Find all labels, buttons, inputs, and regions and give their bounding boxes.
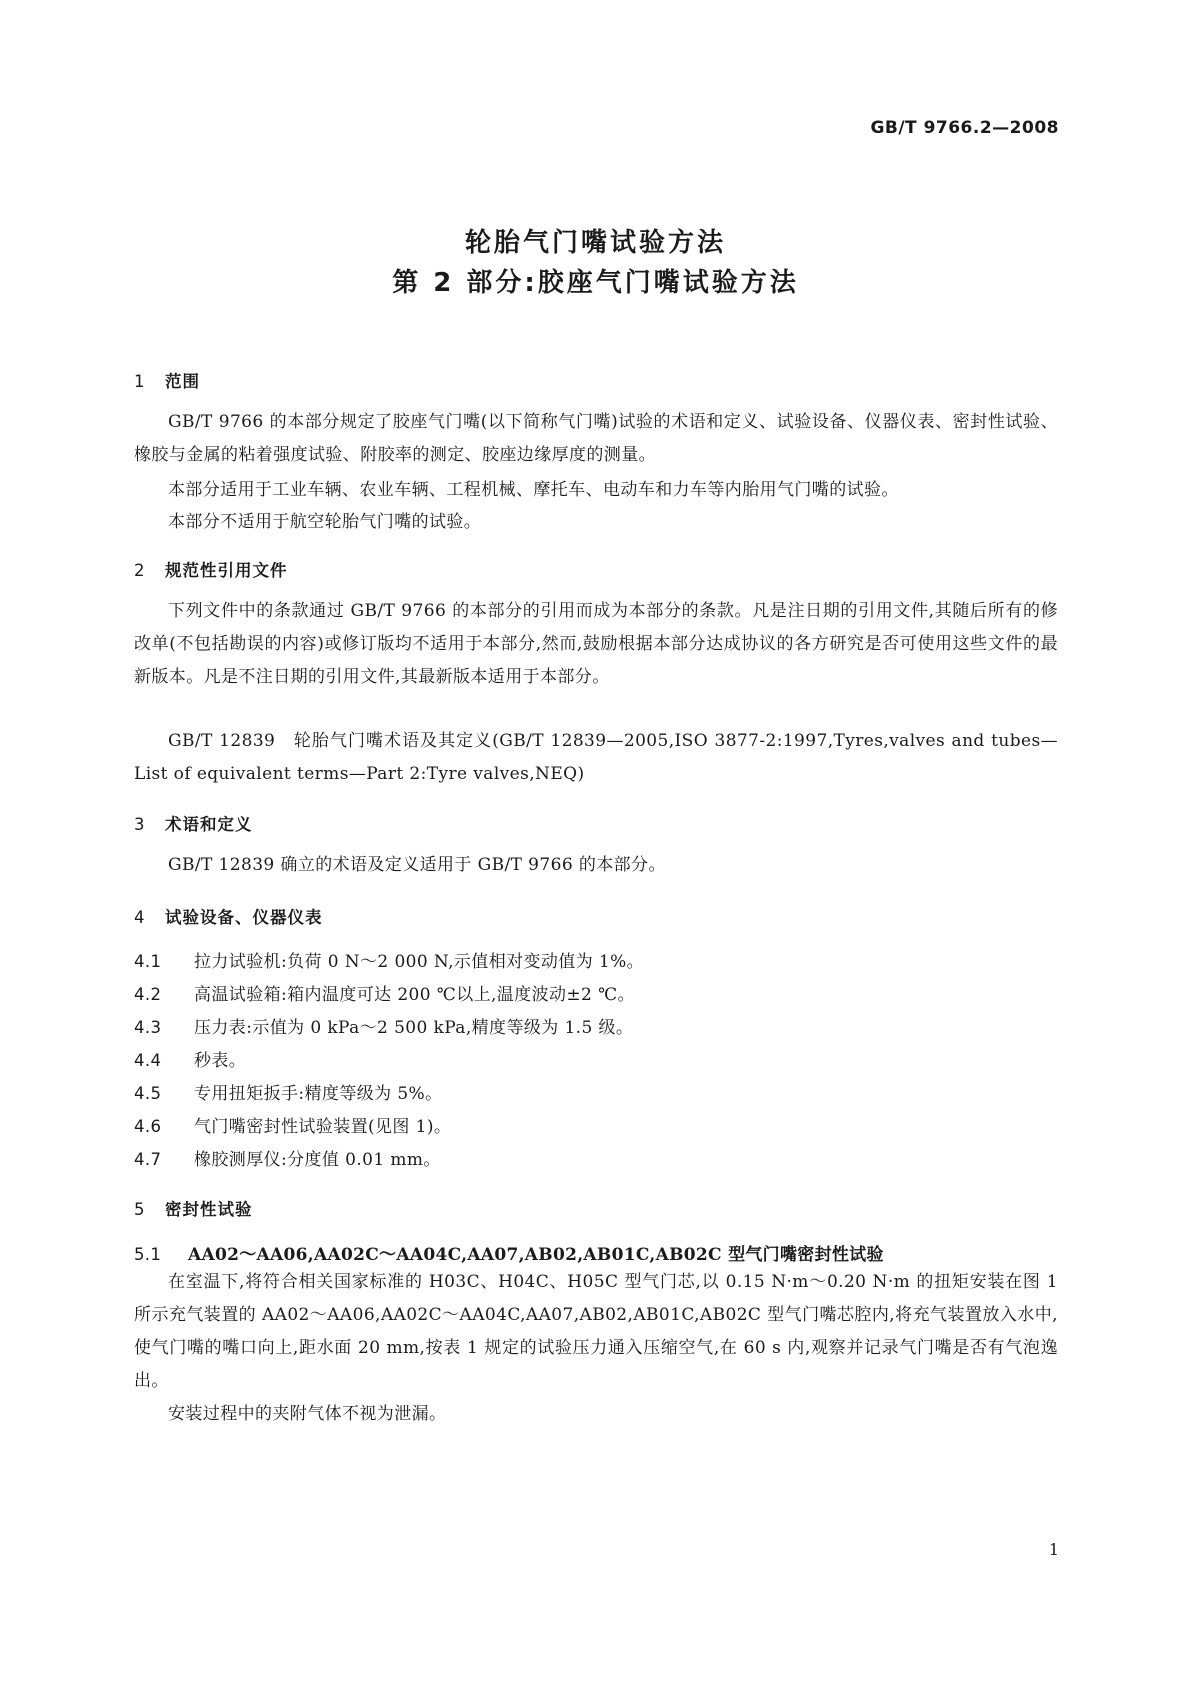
section-5-1-paragraph-1: 在室温下,将符合相关国家标准的 H03C、H04C、H05C 型气门芯,以 0.15 N·m～0.20 N·m 的扭矩安装在图 1 所示充气装置的 AA02～AA06,AA02C～AA04C,AA07,AB02,AB01C,AB02C 型气门嘴芯腔内,将充气装置放入水中,使气门嘴的嘴口向上,距水面 20 mm,按表 1 规定的试验压力通入压缩空气,在 60 s 内,观察并记录气门嘴是否有气泡逸出。 xyxy=(134,1272,1058,1391)
section-title: 密封性试验 xyxy=(165,1200,253,1219)
section-number: 5 xyxy=(134,1200,146,1219)
item-number: 4.6 xyxy=(134,1117,162,1136)
section-number: 4 xyxy=(134,908,146,927)
section-4-heading xyxy=(134,904,323,928)
section-3-heading xyxy=(134,811,253,835)
section-2-heading xyxy=(134,557,288,581)
section-1-paragraph-2: 本部分适用于工业车辆、农业车辆、工程机械、摩托车、电动车和力车等内胎用气门嘴的试验。 xyxy=(168,480,899,500)
item-number: 4.4 xyxy=(134,1051,162,1070)
subsection-5-1-heading xyxy=(134,1240,884,1265)
section-1-heading xyxy=(134,368,200,392)
section-number: 2 xyxy=(134,561,146,580)
item-text: 秒表。 xyxy=(194,1051,247,1071)
section-2-paragraph-1: 下列文件中的条款通过 GB/T 9766 的本部分的引用而成为本部分的条款。凡是注日期的引用文件,其随后所有的修改单(不包括勘误的内容)或修订版均不适用于本部分,然而,鼓励根据本部分达成协议的各方研究是否可使用这些文件的最新版本。凡是不注日期的引用文件,其最新版本适用于本部分。 xyxy=(134,601,1058,687)
section-1-paragraph-3: 本部分不适用于航空轮胎气门嘴的试验。 xyxy=(168,512,482,532)
item-text: 橡胶测厚仪:分度值 0.01 mm。 xyxy=(194,1150,441,1170)
section-title: 试验设备、仪器仪表 xyxy=(165,908,323,927)
page-number: 1 xyxy=(1048,1540,1059,1559)
section-title: 术语和定义 xyxy=(165,815,253,834)
section-1-paragraph-1: GB/T 9766 的本部分规定了胶座气门嘴(以下简称气门嘴)试验的术语和定义、试验设备、仪器仪表、密封性试验、橡胶与金属的粘着强度试验、附胶率的测定、胶座边缘厚度的测量。 xyxy=(134,412,1058,465)
subsection-number: 5.1 xyxy=(134,1245,162,1264)
list-item xyxy=(134,947,644,972)
section-3-paragraph-1: GB/T 12839 确立的术语及定义适用于 GB/T 9766 的本部分。 xyxy=(168,855,666,875)
document-subtitle: 第 2 部分:胶座气门嘴试验方法 xyxy=(392,268,799,298)
item-text: 压力表:示值为 0 kPa～2 500 kPa,精度等级为 1.5 级。 xyxy=(194,1018,634,1038)
item-number: 4.7 xyxy=(134,1150,162,1169)
section-5-heading xyxy=(134,1196,253,1220)
section-number: 3 xyxy=(134,815,146,834)
item-number: 4.1 xyxy=(134,952,162,971)
item-text: 气门嘴密封性试验装置(见图 1)。 xyxy=(194,1117,452,1137)
standard-number: GB/T 9766.2—2008 xyxy=(870,118,1059,138)
section-5-1-paragraph-2: 安装过程中的夹附气体不视为泄漏。 xyxy=(168,1404,447,1424)
item-text: 高温试验箱:箱内温度可达 200 ℃以上,温度波动±2 ℃。 xyxy=(194,985,635,1005)
document-title: 轮胎气门嘴试验方法 xyxy=(464,228,726,258)
item-text: 专用扭矩扳手:精度等级为 5%。 xyxy=(194,1084,443,1104)
item-number: 4.5 xyxy=(134,1084,162,1103)
section-number: 1 xyxy=(134,372,146,391)
item-text: 拉力试验机:负荷 0 N～2 000 N,示值相对变动值为 1%。 xyxy=(194,952,645,972)
item-number: 4.3 xyxy=(134,1018,162,1037)
list-item xyxy=(134,1145,441,1170)
list-item xyxy=(134,1079,443,1104)
section-title: 规范性引用文件 xyxy=(165,561,288,580)
list-item xyxy=(134,980,635,1005)
list-item xyxy=(134,1013,633,1038)
section-2-reference: GB/T 12839 轮胎气门嘴术语及其定义(GB/T 12839—2005,ISO 3877-2:1997,Tyres,valves and tubes—List of equivalent terms—Part 2:Tyre valves,NEQ) xyxy=(134,731,1058,784)
section-title: 范围 xyxy=(165,372,200,391)
list-item xyxy=(134,1046,246,1071)
list-item xyxy=(134,1112,451,1137)
item-number: 4.2 xyxy=(134,985,162,1004)
subsection-title: AA02～AA06,AA02C～AA04C,AA07,AB02,AB01C,AB02C 型气门嘴密封性试验 xyxy=(188,1245,884,1265)
